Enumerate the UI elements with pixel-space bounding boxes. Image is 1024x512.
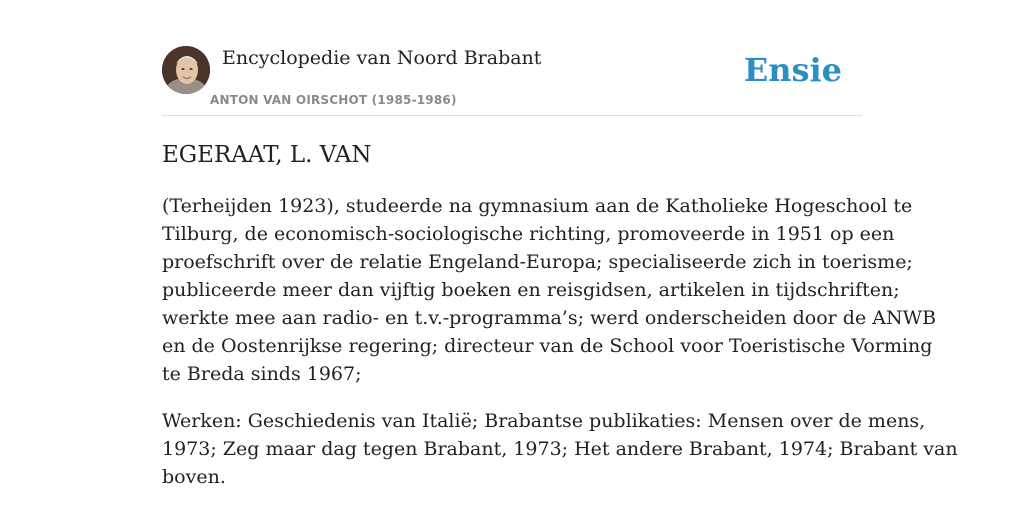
header-divider xyxy=(162,115,862,116)
portrait-icon xyxy=(162,46,210,94)
paragraph-line: proefschrift over de relatie Engeland-Europa; specialiseerde zich in toerisme; xyxy=(162,251,913,273)
brand-logo[interactable]: Ensie xyxy=(743,51,842,89)
author-avatar[interactable] xyxy=(162,46,210,94)
entry-title: EGERAAT, L. VAN xyxy=(162,142,372,168)
header xyxy=(162,46,862,116)
paragraph-line: en de Oostenrijkse regering; directeur van de School voor Toeristische Vorming xyxy=(162,335,933,357)
source-author[interactable]: ANTON VAN OIRSCHOT (1985-1986) xyxy=(210,93,457,107)
paragraph-line: 1973; Zeg maar dag tegen Brabant, 1973; Het andere Brabant, 1974; Brabant van xyxy=(162,438,958,460)
paragraph-line: (Terheijden 1923), studeerde na gymnasium aan de Katholieke Hogeschool te xyxy=(162,195,913,217)
paragraph-line: boven. xyxy=(162,466,226,488)
paragraph-line: werkte mee aan radio- en t.v.-programma’s; werd onderscheiden door de ANWB xyxy=(162,307,937,329)
entry-paragraph-1 xyxy=(162,192,937,388)
paragraph-line: Werken: Geschiedenis van Italië; Brabantse publikaties: Mensen over de mens, xyxy=(162,410,926,432)
source-title[interactable]: Encyclopedie van Noord Brabant xyxy=(222,47,542,69)
entry-paragraph-2 xyxy=(162,407,958,491)
paragraph-line: te Breda sinds 1967; xyxy=(162,363,362,385)
paragraph-line: publiceerde meer dan vijftig boeken en reisgidsen, artikelen in tijdschriften; xyxy=(162,279,900,301)
paragraph-line: Tilburg, de economisch-sociologische richting, promoveerde in 1951 op een xyxy=(162,223,895,245)
